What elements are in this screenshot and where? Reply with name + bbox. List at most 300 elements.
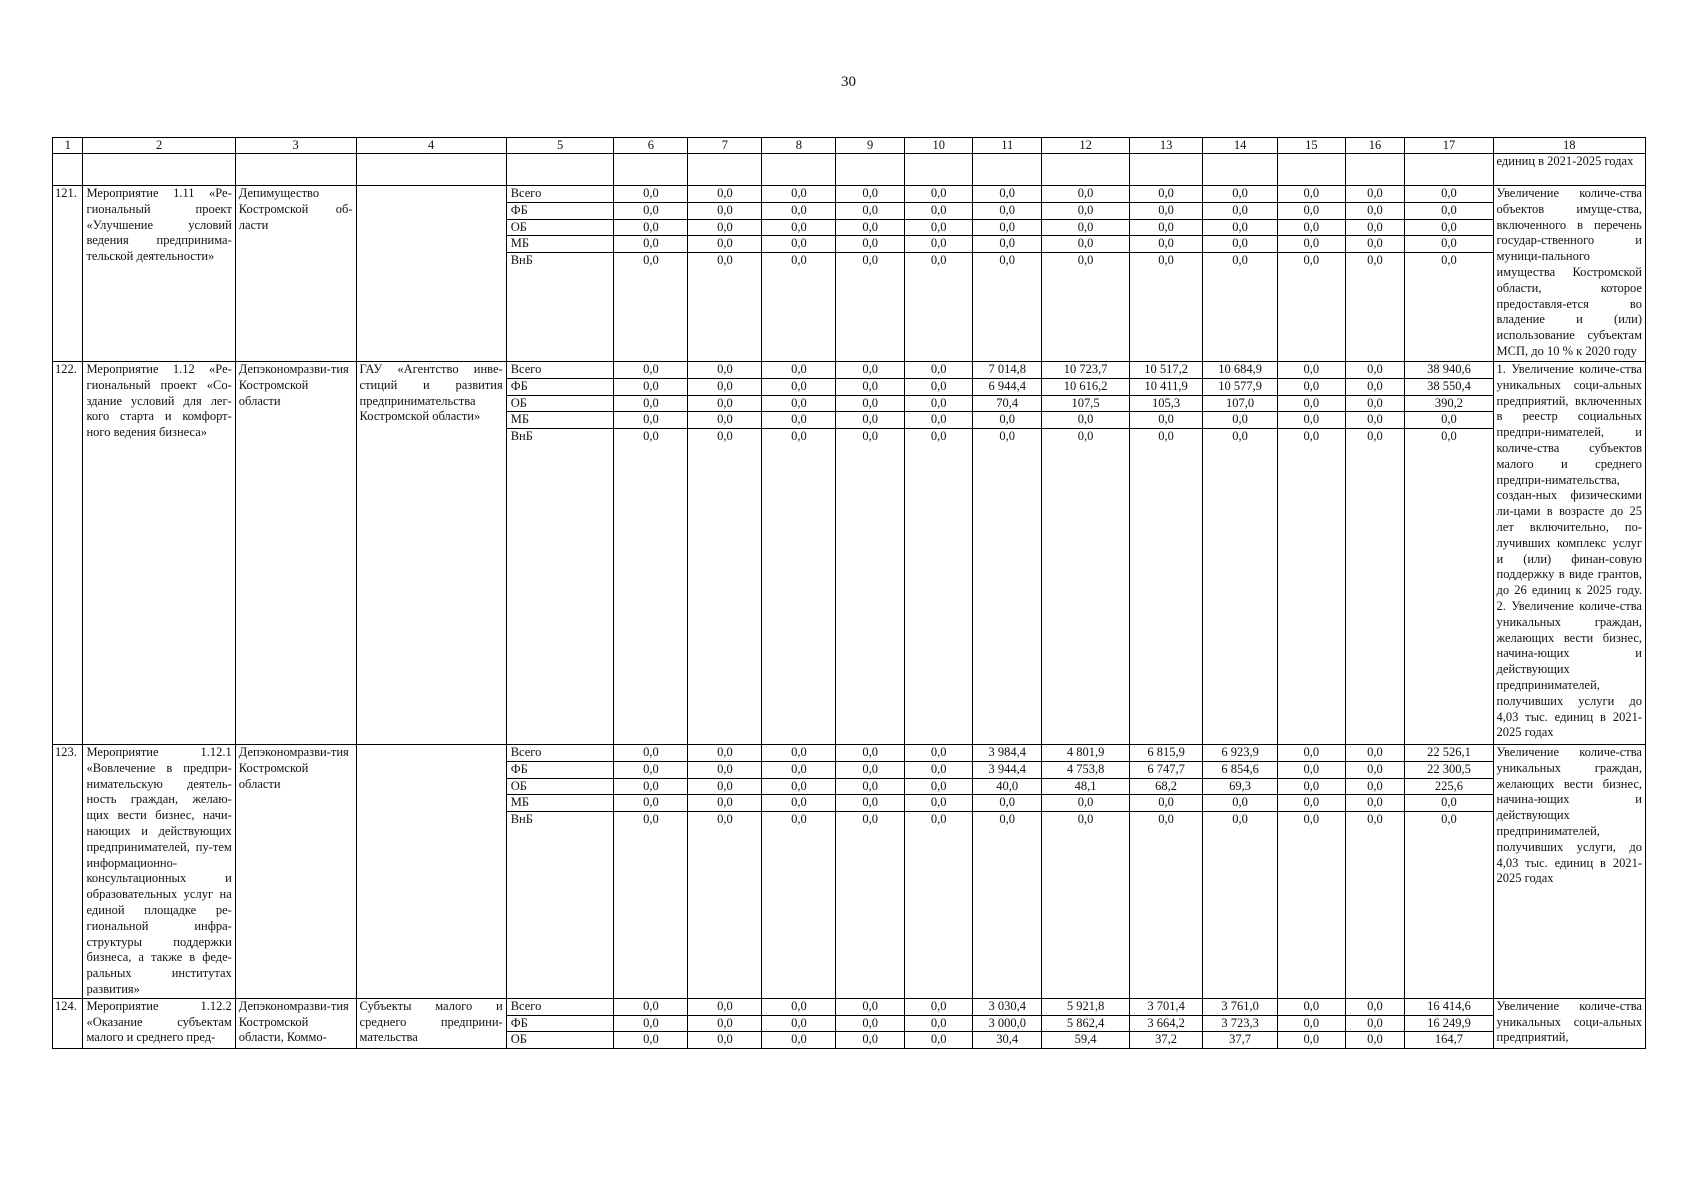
amount-cell	[614, 186, 688, 362]
amount-value: 0,0	[614, 745, 687, 762]
expected-result-cell: Увеличение количе-ства объектов имуще-ства, включенного в перечень государ-ственного и муници-пального имущества Костромской области, которое предоставля-ется во владение и (или) использование субъектам МСП, до 10 % к 2020 году	[1493, 186, 1645, 362]
amount-value: 0,0	[836, 362, 904, 379]
amount-value: 0,0	[688, 220, 761, 237]
amount-value: 0,0	[614, 186, 687, 203]
column-number: 16	[1345, 138, 1405, 154]
amount-cell	[688, 186, 762, 362]
amount-value: 0,0	[905, 186, 973, 203]
amount-value: 0,0	[1158, 429, 1174, 444]
amount-value: 0,0	[1077, 812, 1094, 827]
amount-value: 0,0	[1158, 812, 1174, 827]
amount-value: 0,0	[791, 253, 807, 268]
amount-value: 10 411,9	[1130, 379, 1202, 396]
amount-value: 0,0	[1346, 362, 1405, 379]
funding-source-label: ОБ	[510, 1032, 527, 1047]
amount-cell	[1278, 362, 1345, 745]
amount-cell	[614, 745, 688, 999]
amount-value: 0,0	[762, 779, 835, 796]
amount-value: 0,0	[836, 762, 904, 779]
amount-value: 0,0	[688, 412, 761, 429]
amount-value: 0,0	[688, 999, 761, 1016]
amount-value: 0,0	[1130, 795, 1202, 812]
amount-value: 0,0	[614, 203, 687, 220]
amount-cell	[1203, 186, 1278, 362]
amount-value: 0,0	[688, 236, 761, 253]
amount-value: 0,0	[1441, 429, 1457, 444]
amount-value: 0,0	[1346, 745, 1405, 762]
amount-value: 0,0	[973, 186, 1041, 203]
column-number: 13	[1130, 138, 1203, 154]
funding-source-label: МБ	[507, 236, 614, 253]
funding-source-label: ОБ	[507, 220, 614, 237]
amount-value: 0,0	[1203, 795, 1277, 812]
amount-value: 6 747,7	[1130, 762, 1202, 779]
funding-source-label: МБ	[507, 412, 614, 429]
amount-value: 22 526,1	[1405, 745, 1492, 762]
amount-value: 0,0	[999, 429, 1016, 444]
amount-value: 0,0	[1346, 203, 1405, 220]
amount-value: 0,0	[1346, 795, 1405, 812]
table-row	[53, 745, 1646, 999]
amount-value: 0,0	[1232, 429, 1248, 444]
amount-value: 0,0	[791, 1032, 807, 1047]
amount-value: 0,0	[930, 812, 947, 827]
amount-value: 0,0	[717, 1032, 733, 1047]
amount-value: 0,0	[688, 362, 761, 379]
column-number: 9	[836, 138, 905, 154]
measure-cell: Мероприятие 1.12.1 «Вовлечение в предпри-нимательскую деятель-ность граждан, желаю-щих вести бизнес, начи-нающих и действующих предпринимателей, пу-тем информационно-консультационных и образовательных услуг на единой площадке ре-гиональной инфра-структуры поддержки бизнеса, а также в феде-ральных институтах развития»	[83, 745, 235, 999]
column-number: 17	[1405, 138, 1493, 154]
amount-value: 0,0	[1346, 396, 1405, 413]
measure-cell: Мероприятие 1.11 «Ре-гиональный проект «Улучшение условий ведения предпринима-тельской деятельности»	[83, 186, 235, 362]
participant-cell	[356, 186, 506, 362]
column-number: 7	[688, 138, 762, 154]
amount-value: 0,0	[836, 795, 904, 812]
amount-value: 0,0	[905, 762, 973, 779]
amount-value: 0,0	[717, 253, 733, 268]
funding-source-label: ФБ	[507, 762, 614, 779]
measure-cell: Мероприятие 1.12.2 «Оказание субъектам малого и среднего пред-	[83, 998, 235, 1048]
amount-value: 0,0	[1203, 220, 1277, 237]
amount-value: 37,2	[1155, 1032, 1178, 1047]
amount-cell	[1345, 186, 1405, 362]
amount-value: 69,3	[1203, 779, 1277, 796]
amount-value: 0,0	[1278, 396, 1344, 413]
column-number: 14	[1203, 138, 1278, 154]
executor-cell: Депэкономразви-тия Костромской области	[235, 745, 356, 999]
amount-value: 0,0	[862, 253, 878, 268]
amount-cell	[1130, 186, 1203, 362]
expected-result-cell: Увеличение количе-ства уникальных граждан, желающих вести бизнес, начина-ющих и действующих предпринимателей, получивших услуги, до 4,03 тыс. единиц в 2021-2025 годах	[1493, 745, 1645, 999]
amount-value: 0,0	[862, 429, 878, 444]
amount-cell	[973, 745, 1042, 999]
amount-cell	[1042, 186, 1130, 362]
amount-value: 0,0	[762, 203, 835, 220]
amount-value: 0,0	[930, 1032, 947, 1047]
amount-value: 16 414,6	[1405, 999, 1492, 1016]
participant-cell: ГАУ «Агентство инве-стиций и развития предпринимательства Костромской области»	[356, 362, 506, 745]
amount-value: 0,0	[614, 362, 687, 379]
amount-value: 0,0	[1346, 379, 1405, 396]
amount-value: 0,0	[1346, 412, 1405, 429]
amount-value: 38 940,6	[1405, 362, 1492, 379]
expected-result-cell: Увеличение количе-ства уникальных соци-альных предприятий,	[1493, 998, 1645, 1048]
column-number-row	[53, 138, 1646, 154]
amount-value: 4 753,8	[1042, 762, 1129, 779]
amount-value: 0,0	[1130, 220, 1202, 237]
amount-value: 6 923,9	[1203, 745, 1277, 762]
amount-value: 0,0	[836, 203, 904, 220]
row-number-cell: 121.	[53, 186, 83, 362]
amount-value: 0,0	[905, 236, 973, 253]
amount-value: 6 815,9	[1130, 745, 1202, 762]
amount-cell	[973, 998, 1042, 1048]
amount-value: 0,0	[905, 795, 973, 812]
funding-source-label: Всего	[507, 999, 614, 1016]
amount-value: 0,0	[1203, 186, 1277, 203]
column-number: 10	[904, 138, 973, 154]
amount-value: 10 723,7	[1042, 362, 1129, 379]
amount-value: 6 944,4	[973, 379, 1041, 396]
amount-value: 0,0	[836, 1016, 904, 1033]
amount-value: 0,0	[1077, 253, 1094, 268]
amount-value: 0,0	[688, 745, 761, 762]
expected-result-cell: 1. Увеличение количе-ства уникальных соци-альных предприятий, включенных в реестр социальных предпри-нимателей, и количе-ства субъектов малого и среднего предпри-нимательства, создан-ных физическими ли-цами в возрасте до 25 лет включительно, по-лучивших комплекс услуг и (или) финан-совую поддержку в виде грантов, до 26 единиц к 2025 году. 2. Увеличение количе-ства уникальных граждан, желающих вести бизнес, начина-ющих и действующих предпринимателей, получивших услуги до 4,03 тыс. единиц в 2021-2025 годах	[1493, 362, 1645, 745]
amount-value: 107,5	[1042, 396, 1129, 413]
amount-value: 0,0	[1278, 795, 1344, 812]
amount-cell	[762, 745, 836, 999]
amount-value: 0,0	[1346, 236, 1405, 253]
amount-value: 164,7	[1434, 1032, 1464, 1047]
amount-value: 0,0	[1278, 362, 1344, 379]
funding-source-label: ФБ	[507, 203, 614, 220]
amount-cell	[904, 362, 973, 745]
amount-cell	[1042, 745, 1130, 999]
amount-value: 48,1	[1042, 779, 1129, 796]
funding-source-label: ФБ	[507, 1016, 614, 1033]
amount-cell	[762, 186, 836, 362]
amount-value: 0,0	[1405, 220, 1492, 237]
amount-value: 0,0	[905, 412, 973, 429]
column-number: 1	[53, 138, 83, 154]
amount-value: 0,0	[1278, 379, 1344, 396]
funding-source-label: ОБ	[507, 396, 614, 413]
funding-source-label: Всего	[507, 745, 614, 762]
amount-value: 0,0	[1042, 203, 1129, 220]
amount-value: 0,0	[762, 186, 835, 203]
amount-cell	[904, 998, 973, 1048]
amount-value: 0,0	[1203, 236, 1277, 253]
amount-value: 0,0	[930, 429, 947, 444]
funding-source-cell	[506, 362, 614, 745]
measure-cell: Мероприятие 1.12 «Ре-гиональный проект «Со-здание условий для лег-кого старта и комфорт-ного ведения бизнеса»	[83, 362, 235, 745]
funding-source-label: Всего	[507, 362, 614, 379]
column-number: 2	[83, 138, 235, 154]
amount-value: 0,0	[973, 795, 1041, 812]
amount-value: 0,0	[688, 396, 761, 413]
amount-value: 0,0	[614, 1016, 687, 1033]
executor-cell: Депэкономразви-тия Костромской области	[235, 362, 356, 745]
amount-value: 0,0	[1405, 186, 1492, 203]
amount-cell	[1345, 745, 1405, 999]
amount-value: 0,0	[905, 203, 973, 220]
amount-value: 0,0	[1346, 762, 1405, 779]
amount-value: 10 684,9	[1203, 362, 1277, 379]
funding-source-label: ОБ	[507, 779, 614, 796]
amount-value: 0,0	[717, 812, 733, 827]
amount-value: 0,0	[1346, 1016, 1405, 1033]
column-number: 12	[1042, 138, 1130, 154]
amount-value: 0,0	[762, 795, 835, 812]
amount-value: 0,0	[1441, 812, 1457, 827]
amount-value: 0,0	[1158, 253, 1174, 268]
amount-value: 0,0	[1278, 1016, 1344, 1033]
amount-value: 390,2	[1405, 396, 1492, 413]
amount-value: 0,0	[1130, 236, 1202, 253]
amount-cell	[1203, 362, 1278, 745]
executor-cell: Депэкономразви-тия Костромской области, Коммо-	[235, 998, 356, 1048]
amount-cell	[688, 998, 762, 1048]
funding-source-label: Всего	[507, 186, 614, 203]
amount-value: 10 517,2	[1130, 362, 1202, 379]
amount-value: 0,0	[836, 396, 904, 413]
amount-value: 0,0	[643, 253, 659, 268]
amount-value: 0,0	[1042, 220, 1129, 237]
row-number-cell: 122.	[53, 362, 83, 745]
amount-value: 0,0	[1130, 203, 1202, 220]
amount-value: 0,0	[1303, 429, 1320, 444]
amount-value: 0,0	[1042, 236, 1129, 253]
amount-value: 0,0	[905, 220, 973, 237]
amount-cell	[1130, 362, 1203, 745]
amount-value: 107,0	[1203, 396, 1277, 413]
amount-value: 0,0	[1042, 795, 1129, 812]
amount-value: 0,0	[1203, 203, 1277, 220]
amount-cell	[688, 745, 762, 999]
amount-value: 0,0	[905, 396, 973, 413]
amount-cell	[1345, 998, 1405, 1048]
amount-value: 0,0	[643, 1032, 659, 1047]
amount-value: 0,0	[614, 762, 687, 779]
amount-value: 3 664,2	[1130, 1016, 1202, 1033]
amount-value: 0,0	[717, 429, 733, 444]
amount-value: 0,0	[1405, 236, 1492, 253]
amount-value: 37,7	[1229, 1032, 1251, 1047]
amount-value: 0,0	[1232, 253, 1248, 268]
amount-cell	[836, 362, 905, 745]
amount-value: 6 854,6	[1203, 762, 1277, 779]
amount-value: 0,0	[643, 429, 659, 444]
amount-value: 0,0	[836, 412, 904, 429]
amount-value: 0,0	[836, 379, 904, 396]
amount-cell	[762, 362, 836, 745]
amount-value: 30,4	[996, 1032, 1019, 1047]
column-number: 11	[973, 138, 1042, 154]
amount-value: 0,0	[1346, 999, 1405, 1016]
amount-value: 0,0	[1367, 812, 1383, 827]
amount-value: 0,0	[1278, 186, 1344, 203]
amount-value: 68,2	[1130, 779, 1202, 796]
amount-cell	[904, 745, 973, 999]
amount-value: 4 801,9	[1042, 745, 1129, 762]
amount-cell	[1278, 745, 1345, 999]
amount-value: 0,0	[905, 745, 973, 762]
funding-source-cell	[506, 186, 614, 362]
amount-value: 3 723,3	[1203, 1016, 1277, 1033]
column-number: 3	[235, 138, 356, 154]
participant-cell: Субъекты малого и среднего предприни-мательства	[356, 998, 506, 1048]
amount-value: 0,0	[1367, 253, 1383, 268]
amount-value: 40,0	[973, 779, 1041, 796]
amount-value: 0,0	[836, 236, 904, 253]
amount-value: 10 577,9	[1203, 379, 1277, 396]
amount-value: 0,0	[762, 745, 835, 762]
amount-value: 0,0	[905, 779, 973, 796]
amount-value: 0,0	[1278, 745, 1344, 762]
amount-value: 0,0	[762, 220, 835, 237]
amount-cell	[1278, 186, 1345, 362]
amount-cell	[1278, 998, 1345, 1048]
amount-value: 0,0	[1303, 1032, 1320, 1047]
amount-cell	[1405, 186, 1493, 362]
amount-value: 105,3	[1130, 396, 1202, 413]
amount-value: 0,0	[1405, 795, 1492, 812]
amount-value: 0,0	[1077, 429, 1094, 444]
row-number-cell: 123.	[53, 745, 83, 999]
amount-value: 0,0	[973, 412, 1041, 429]
amount-value: 0,0	[1303, 812, 1320, 827]
amount-value: 0,0	[1203, 412, 1277, 429]
amount-value: 0,0	[905, 379, 973, 396]
amount-value: 3 000,0	[973, 1016, 1041, 1033]
amount-value: 0,0	[836, 779, 904, 796]
amount-cell	[1405, 745, 1493, 999]
amount-value: 0,0	[614, 412, 687, 429]
amount-cell	[973, 362, 1042, 745]
funding-source-label: ВнБ	[510, 253, 533, 268]
amount-value: 0,0	[614, 236, 687, 253]
amount-value: 0,0	[905, 999, 973, 1016]
amount-value: 0,0	[1042, 412, 1129, 429]
amount-value: 22 300,5	[1405, 762, 1492, 779]
column-number: 8	[762, 138, 836, 154]
amount-value: 0,0	[762, 379, 835, 396]
amount-cell	[1042, 362, 1130, 745]
amount-value: 0,0	[762, 362, 835, 379]
amount-cell	[688, 362, 762, 745]
amount-value: 0,0	[973, 203, 1041, 220]
amount-value: 0,0	[905, 362, 973, 379]
column-number: 5	[506, 138, 614, 154]
table-row	[53, 186, 1646, 362]
amount-value: 0,0	[762, 396, 835, 413]
amount-cell	[904, 186, 973, 362]
amount-value: 0,0	[862, 812, 878, 827]
amount-value: 0,0	[791, 812, 807, 827]
amount-cell	[1042, 998, 1130, 1048]
amount-value: 0,0	[688, 779, 761, 796]
amount-value: 0,0	[1278, 203, 1344, 220]
amount-value: 70,4	[973, 396, 1041, 413]
amount-value: 59,4	[1074, 1032, 1097, 1047]
amount-value: 0,0	[1278, 999, 1344, 1016]
amount-cell	[614, 998, 688, 1048]
amount-cell	[836, 186, 905, 362]
row-number-cell: 124.	[53, 998, 83, 1048]
amount-cell	[614, 362, 688, 745]
amount-value: 0,0	[1346, 220, 1405, 237]
funding-source-label: ФБ	[507, 379, 614, 396]
amount-value: 3 701,4	[1130, 999, 1202, 1016]
amount-value: 3 761,0	[1203, 999, 1277, 1016]
amount-value: 5 862,4	[1042, 1016, 1129, 1033]
amount-value: 0,0	[688, 186, 761, 203]
amount-cell	[1405, 362, 1493, 745]
amount-cell	[1345, 362, 1405, 745]
funding-source-cell	[506, 998, 614, 1048]
funding-source-label: МБ	[507, 795, 614, 812]
amount-cell	[836, 998, 905, 1048]
amount-value: 0,0	[688, 795, 761, 812]
amount-value: 38 550,4	[1405, 379, 1492, 396]
column-number: 6	[614, 138, 688, 154]
amount-value: 0,0	[1278, 236, 1344, 253]
amount-value: 0,0	[1278, 220, 1344, 237]
amount-value: 0,0	[999, 812, 1016, 827]
amount-value: 0,0	[614, 396, 687, 413]
amount-value: 10 616,2	[1042, 379, 1129, 396]
amount-value: 0,0	[688, 379, 761, 396]
amount-value: 0,0	[836, 186, 904, 203]
amount-value: 0,0	[836, 745, 904, 762]
amount-value: 0,0	[1130, 412, 1202, 429]
funding-source-label: ВнБ	[510, 812, 533, 827]
amount-cell	[1203, 745, 1278, 999]
amount-value: 0,0	[791, 429, 807, 444]
page-number: 30	[841, 74, 856, 90]
column-number: 4	[356, 138, 506, 154]
amount-value: 7 014,8	[973, 362, 1041, 379]
amount-cell	[973, 186, 1042, 362]
amount-value: 0,0	[688, 203, 761, 220]
amount-value: 0,0	[762, 762, 835, 779]
amount-cell	[1203, 998, 1278, 1048]
amount-value: 0,0	[930, 253, 947, 268]
amount-value: 0,0	[614, 379, 687, 396]
executor-cell: Депимущество Костромской об-ласти	[235, 186, 356, 362]
continuation-result-cell: единиц в 2021-2025 годах	[1493, 154, 1645, 186]
amount-value: 0,0	[862, 1032, 878, 1047]
amount-value: 0,0	[614, 795, 687, 812]
amount-value: 0,0	[905, 1016, 973, 1033]
continuation-row	[53, 154, 1646, 186]
amount-value: 0,0	[1405, 412, 1492, 429]
amount-value: 0,0	[973, 220, 1041, 237]
amount-value: 0,0	[1130, 186, 1202, 203]
amount-value: 0,0	[1367, 1032, 1383, 1047]
amount-value: 0,0	[614, 999, 687, 1016]
amount-value: 0,0	[688, 762, 761, 779]
amount-cell	[1130, 998, 1203, 1048]
amount-cell	[836, 745, 905, 999]
amount-cell	[1405, 998, 1493, 1048]
amount-value: 0,0	[614, 779, 687, 796]
funding-source-cell	[506, 745, 614, 999]
amount-value: 3 944,4	[973, 762, 1041, 779]
amount-value: 0,0	[1278, 412, 1344, 429]
program-table	[52, 137, 1646, 1049]
amount-value: 0,0	[688, 1016, 761, 1033]
